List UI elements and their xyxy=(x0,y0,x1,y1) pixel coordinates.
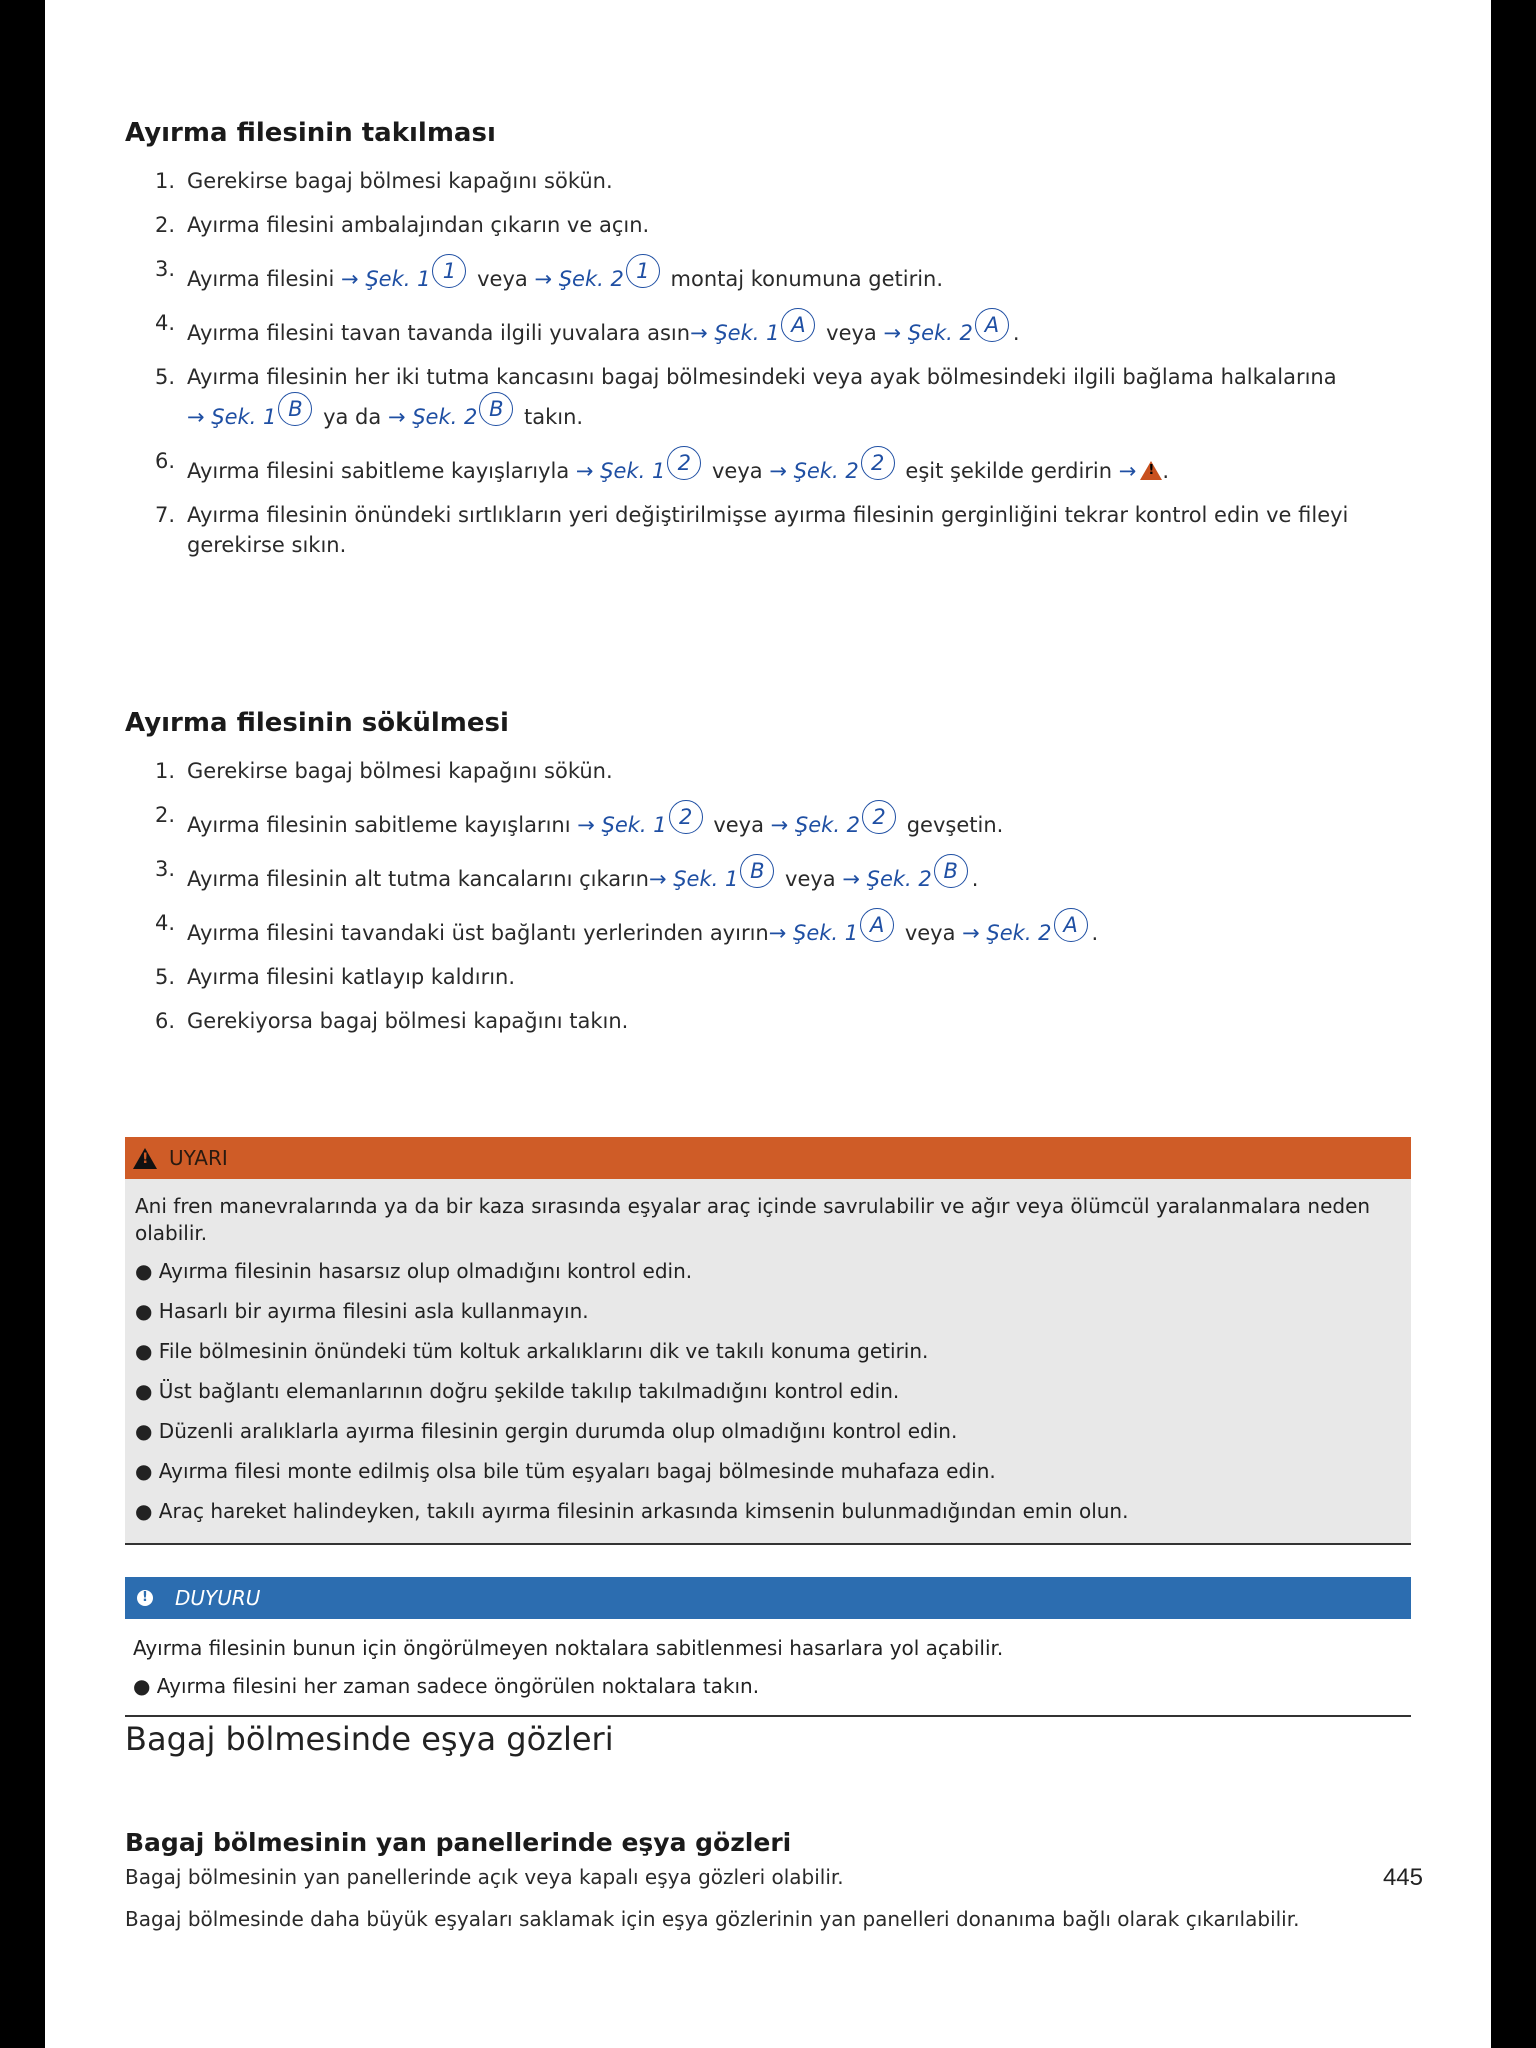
step-item xyxy=(125,166,1411,196)
section-title-installing: Ayırma filesinin takılması xyxy=(125,118,496,148)
step-text: ya da xyxy=(316,405,388,429)
figure-reference-link[interactable]: → Şek. 1 xyxy=(187,405,277,429)
step-item xyxy=(125,854,1411,894)
step-item xyxy=(125,908,1411,948)
notice-header xyxy=(125,1577,1411,1619)
step-item xyxy=(125,800,1411,840)
step-item xyxy=(125,756,1411,786)
warning-list-item: ● Araç hareket halindeyken, takılı ayırma filesinin arkasında kimsenin bulunmadığından emin olun. xyxy=(135,1499,1129,1523)
figure-reference-link[interactable]: → xyxy=(1118,459,1137,483)
step-text: Gerekirse bagaj bölmesi kapağını sökün. xyxy=(187,759,613,783)
step-text: veya xyxy=(706,813,771,837)
callout-marker: 2 xyxy=(861,446,895,480)
step-number: 4. xyxy=(155,911,176,935)
exclamation-icon: ! xyxy=(137,1590,153,1606)
callout-marker: 2 xyxy=(669,800,703,834)
notice-label: DUYURU xyxy=(175,1586,261,1610)
warning-list-item: ● File bölmesinin önündeki tüm koltuk arkalıklarını dik ve takılı konuma getirin. xyxy=(135,1339,929,1363)
step-item xyxy=(125,962,1411,992)
step-number: 4. xyxy=(155,311,176,335)
step-text: gevşetin. xyxy=(900,813,1004,837)
step-text: Ayırma filesini xyxy=(187,267,342,291)
figure-reference-link[interactable]: → Şek. 1 xyxy=(768,921,859,945)
figure-reference-link[interactable]: → Şek. 1 xyxy=(575,459,666,483)
section-title-removing: Ayırma filesinin sökülmesi xyxy=(125,708,509,738)
page-number: 445 xyxy=(1382,1864,1423,1891)
steps-installing xyxy=(125,166,1411,560)
step-text: montaj konumuna getirin. xyxy=(663,267,944,291)
callout-marker: A xyxy=(975,308,1009,342)
step-number: 7. xyxy=(155,503,176,527)
warning-list-item: ● Ayırma filesi monte edilmiş olsa bile tüm eşyaları bagaj bölmesinde muhafaza edin. xyxy=(135,1459,996,1483)
step-item xyxy=(125,254,1411,294)
callout-marker: A xyxy=(1054,908,1088,942)
callout-marker: B xyxy=(740,854,774,888)
step-text: Ayırma filesini tavan tavanda ilgili yuvalara asın xyxy=(187,321,691,345)
step-text: veya xyxy=(705,459,770,483)
warning-list-item: ● Üst bağlantı elemanlarının doğru şekilde takılıp takılmadığını kontrol edin. xyxy=(135,1379,900,1403)
warning-list xyxy=(135,1251,1401,1531)
step-text: Ayırma filesini tavandaki üst bağlantı yerlerinden ayırın xyxy=(187,921,769,945)
figure-reference-link[interactable]: → Şek. 2 xyxy=(842,867,932,891)
step-number: 5. xyxy=(155,365,176,389)
notice-intro: Ayırma filesinin bunun için öngörülmeyen noktalara sabitlenmesi hasarlara yol açabilir. xyxy=(133,1636,1004,1660)
step-text: . xyxy=(1012,321,1020,345)
step-number: 6. xyxy=(155,449,176,473)
step-text: Gerekirse bagaj bölmesi kapağını sökün. xyxy=(187,169,613,193)
storage-paragraph-2: Bagaj bölmesinde daha büyük eşyaları saklamak için eşya gözlerinin yan panelleri donanıma bağlı olarak çıkarılabilir. xyxy=(125,1907,1300,1931)
step-item xyxy=(125,210,1411,240)
warning-intro: Ani fren manevralarında ya da bir kaza sırasında eşyalar araç içinde savrulabilir ve ağır veya ölümcül yaralanmalara neden olabilir. xyxy=(135,1194,1371,1245)
figure-reference-link[interactable]: → Şek. 1 xyxy=(577,813,667,837)
figure-reference-link[interactable]: → Şek. 1 xyxy=(690,321,780,345)
step-text: . xyxy=(971,867,979,891)
step-number: 6. xyxy=(155,1009,176,1033)
warning-triangle-icon xyxy=(133,1148,157,1169)
step-item xyxy=(125,446,1411,486)
step-item xyxy=(125,1006,1411,1036)
step-number: 5. xyxy=(155,965,176,989)
step-text: Ayırma filesinin her iki tutma kancasını bagaj bölmesindeki veya ayak bölmesindeki ilgili bağlama halkalarına xyxy=(187,365,1337,389)
step-text: Ayırma filesini ambalajından çıkarın ve açın. xyxy=(187,213,650,237)
step-text: eşit şekilde gerdirin xyxy=(898,459,1119,483)
section-storage xyxy=(125,1828,1411,1933)
warning-list-item: ● Ayırma filesinin hasarsız olup olmadığını kontrol edin. xyxy=(135,1259,693,1283)
step-number: 1. xyxy=(155,169,176,193)
warning-triangle-icon[interactable] xyxy=(1140,461,1162,480)
step-text: Ayırma filesini sabitleme kayışlarıyla xyxy=(187,459,576,483)
step-text: . xyxy=(1162,459,1170,483)
callout-marker: 1 xyxy=(432,254,466,288)
callout-marker: B xyxy=(278,392,312,426)
warning-list-item: ● Hasarlı bir ayırma filesini asla kullanmayın. xyxy=(135,1299,589,1323)
step-number: 3. xyxy=(155,857,176,881)
notice-list xyxy=(133,1667,1403,1705)
steps-removing xyxy=(125,756,1411,1036)
callout-marker: B xyxy=(934,854,968,888)
step-text: Ayırma filesini katlayıp kaldırın. xyxy=(187,965,516,989)
warning-list-item: ● Düzenli aralıklarla ayırma filesinin gergin durumda olup olmadığını kontrol edin. xyxy=(135,1419,958,1443)
warning-header xyxy=(125,1137,1411,1179)
step-text: veya xyxy=(898,921,963,945)
step-number: 2. xyxy=(155,213,176,237)
notice-box xyxy=(125,1577,1411,1717)
figure-reference-link[interactable]: → Şek. 1 xyxy=(341,267,431,291)
section-removing xyxy=(125,708,1411,1050)
step-text: veya xyxy=(819,321,884,345)
callout-marker: A xyxy=(860,908,894,942)
step-number: 1. xyxy=(155,759,176,783)
step-number: 3. xyxy=(155,257,176,281)
step-text: takın. xyxy=(517,405,584,429)
figure-reference-link[interactable]: → Şek. 2 xyxy=(769,459,859,483)
callout-marker: A xyxy=(781,308,815,342)
notice-body xyxy=(125,1619,1411,1717)
figure-reference-link[interactable]: → Şek. 2 xyxy=(962,921,1052,945)
callout-marker: 2 xyxy=(667,446,701,480)
step-text: veya xyxy=(470,267,535,291)
figure-reference-link[interactable]: → Şek. 2 xyxy=(387,405,478,429)
step-text: veya xyxy=(778,867,843,891)
manual-page xyxy=(45,0,1491,2048)
step-text: . xyxy=(1091,921,1099,945)
storage-paragraph-1: Bagaj bölmesinin yan panellerinde açık veya kapalı eşya gözleri olabilir. xyxy=(125,1865,844,1889)
callout-marker: 2 xyxy=(862,800,896,834)
step-item xyxy=(125,500,1411,560)
section-installing xyxy=(125,118,1411,574)
step-item xyxy=(125,308,1411,348)
figure-reference-link[interactable]: → Şek. 1 xyxy=(648,867,739,891)
figure-reference-link[interactable]: → Şek. 2 xyxy=(534,267,624,291)
step-item xyxy=(125,362,1411,432)
step-text: Ayırma filesinin sabitleme kayışlarını xyxy=(187,813,578,837)
step-text: Ayırma filesinin önündeki sırtlıkların yeri değiştirilmişse ayırma filesinin gerginliğini tekrar kontrol edin ve fileyi gerekirse sıkın. xyxy=(187,503,1349,557)
figure-reference-link[interactable]: → Şek. 2 xyxy=(770,813,861,837)
callout-marker: 1 xyxy=(626,254,660,288)
callout-marker: B xyxy=(479,392,513,426)
step-text: Ayırma filesinin alt tutma kancalarını çıkarın xyxy=(187,867,649,891)
warning-box xyxy=(125,1137,1411,1545)
figure-reference-link[interactable]: → Şek. 2 xyxy=(883,321,973,345)
notice-list-item: ● Ayırma filesini her zaman sadece öngörülen noktalara takın. xyxy=(133,1674,760,1698)
step-number: 2. xyxy=(155,803,176,827)
chapter-heading-block xyxy=(125,1720,1411,1758)
step-text: Gerekiyorsa bagaj bölmesi kapağını takın. xyxy=(187,1009,629,1033)
warning-body xyxy=(125,1179,1411,1545)
warning-label: UYARI xyxy=(169,1146,228,1170)
chapter-title: Bagaj bölmesinde eşya gözleri xyxy=(125,1720,614,1758)
section-title-storage: Bagaj bölmesinin yan panellerinde eşya gözleri xyxy=(125,1828,792,1857)
